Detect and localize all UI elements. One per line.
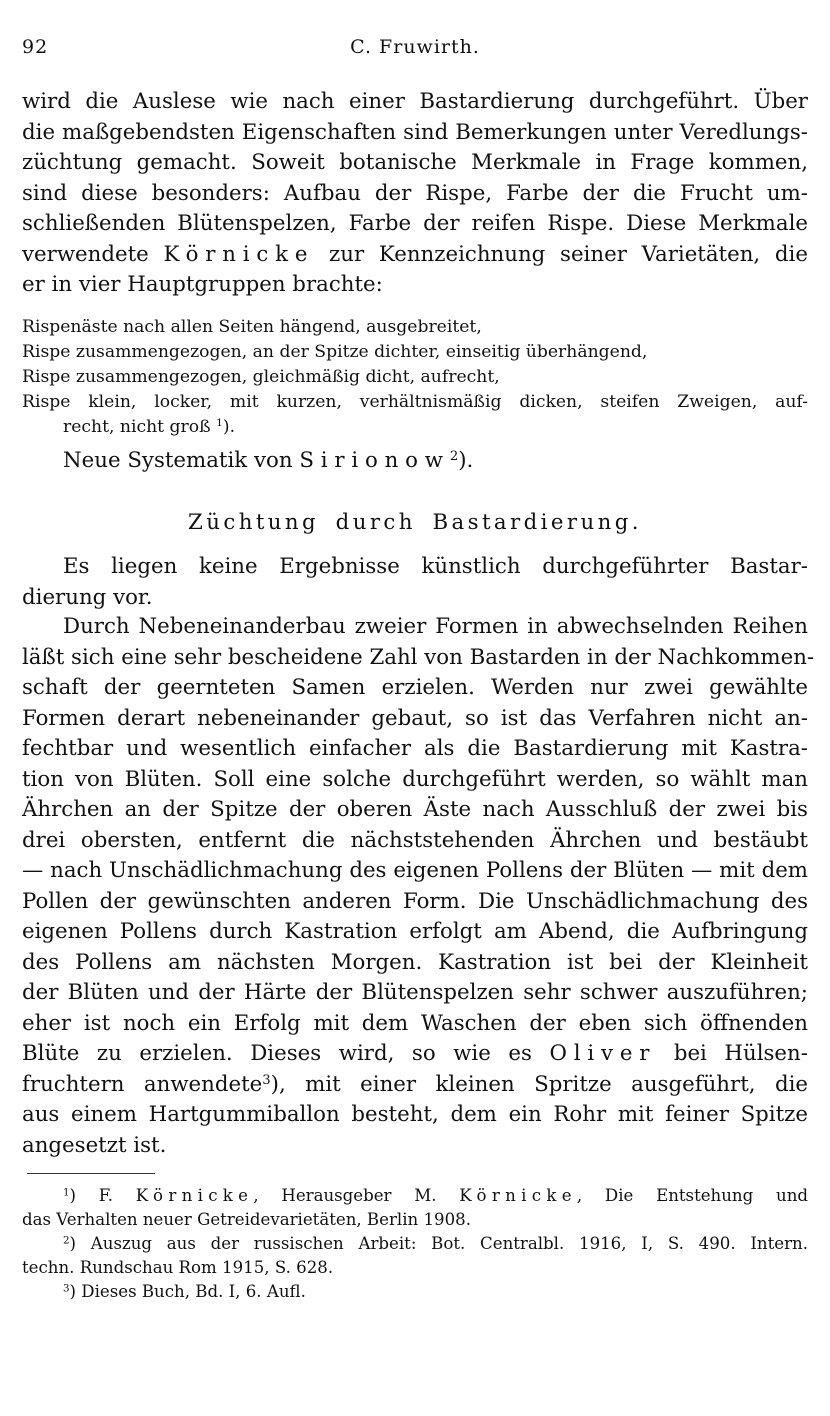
text-line: läßt sich eine sehr bescheidene Zahl von Bastarden in der Nachkommen- [22,644,815,670]
list-item: Rispe zusammengezogen, gleichmäßig dicht, aufrecht, [22,367,500,387]
footnote-mark: 3 [63,1282,70,1295]
page-header [22,36,808,66]
text-line: Formen derart nebeneinander gebaut, so ist das Verfahren nicht an- [22,705,808,731]
text-line: der Blüten und der Härte der Blütenspelzen sehr schwer auszuführen; [22,980,808,1005]
text-run: ) F. [69,1186,113,1205]
running-title: C. Fruwirth. [350,36,480,58]
text-line: fechtbar und wesentlich einfacher als die Bastardierung mit Kastra- [22,736,808,761]
author-name: Körnicke [459,1186,577,1205]
text-run: bei Hülsen- [673,1041,808,1066]
text-line: Ährchen an der Spitze der oberen Äste nach Ausschluß der zwei bis [22,797,808,822]
text-line: aus einem Hartgummiballon besteht, dem ein Rohr mit feiner Spitze [22,1102,808,1127]
author-name-oliver: Oliver [549,1041,657,1066]
text-line [22,240,808,271]
footnote-ref-1: 1 [216,416,223,430]
text-run: Neue Systematik von [63,448,293,473]
text-run: recht, nicht groß [63,417,211,437]
text-line: angesetzt ist. [22,1132,167,1158]
text-line: schließenden Blütenspelzen, Farbe der reifen Rispe. Diese Merkmale [22,211,808,236]
text-line [22,1070,808,1101]
footnote-ref-2: 2 [449,448,459,464]
page-number: 92 [22,36,49,58]
author-name: Körnicke [135,1186,254,1205]
text-line: drei obersten, entfernt die nächststehenden Ährchen und bestäubt [22,827,808,853]
author-name-sirionow: Sirionow [299,448,450,473]
list-item: Rispe klein, locker, mit kurzen, verhältnismäßig dicken, steifen Zweigen, auf- [22,392,808,412]
text-line: Es liegen keine Ergebnisse künstlich durchgeführter Bastar- [63,554,808,579]
text-line: eigenen Pollens durch Kastration erfolgt am Abend, die Aufbringung [22,919,808,944]
paragraph-2 [22,446,808,477]
footnote-mark: 2 [63,1234,70,1247]
paragraph-4 [22,612,815,1161]
text-line: sind diese besonders: Aufbau der Rispe, Farbe der die Frucht um- [22,180,808,206]
text-line: dierung vor. [22,584,153,610]
paragraph-3 [22,552,808,613]
footnotes [22,1184,808,1304]
text-line [22,1039,808,1070]
text-line [22,446,808,477]
text-line: züchtung gemacht. Soweit botanische Merkmale in Frage kommen, [22,150,808,175]
text-run: ) Auszug aus der russischen Arbeit: Bot. Centralbl. 1916, I, S. 490. Intern. [69,1234,808,1253]
text-run: ), mit einer kleinen Spritze ausgeführt, die [270,1071,808,1097]
text-line: er in vier Hauptgruppen brachte: [22,272,383,297]
variety-group-list [22,315,808,440]
list-item: Rispe zusammengezogen, an der Spitze dichter, einseitig überhängend, [22,342,648,362]
footnote-2-cont: techn. Rundschau Rom 1915, S. 628. [22,1258,334,1277]
text-line: eher ist noch ein Erfolg mit dem Waschen der eben sich öffnenden [22,1010,808,1036]
text-run: Blüte zu erzielen. Dieses wird, so wie es [22,1041,532,1066]
footnote-ref-3: 3 [262,1072,271,1088]
text-line: schaft der geernteten Samen erzielen. Werden nur zwei gewählte [22,675,808,700]
text-run: ). [222,417,236,437]
text-run: ) Dieses Buch, Bd. I, 6. Aufl. [69,1282,306,1301]
footnote-1-cont: das Verhalten neuer Getreidevarietäten, Berlin 1908. [22,1210,471,1229]
text-run: zur Kennzeichnung seiner Varietäten, die [329,241,808,267]
footnote-separator [27,1173,155,1174]
paragraph-1 [22,87,808,301]
footnote-1 [22,1184,808,1208]
text-run: verwendete [22,241,149,267]
text-line: — nach Unschädlichmachung des eigenen Pollens der Blüten — mit dem [22,858,808,883]
text-line: Durch Nebeneinanderbau zweier Formen in abwechselnden Reihen [63,614,808,639]
text-line: wird die Auslese wie nach einer Bastardierung durchgeführt. Über [22,89,808,114]
text-line: des Pollens am nächsten Morgen. Kastration ist bei der Kleinheit [22,949,808,975]
text-line: tion von Blüten. Soll eine solche durchgeführt werden, so wählt man [22,766,808,792]
list-item-continuation [22,415,808,440]
text-line: Pollen der gewünschten anderen Form. Die Unschädlichmachung des [22,888,808,914]
section-heading: Züchtung durch Bastardierung. [188,510,642,535]
text-run: fruchtern anwendete [22,1071,263,1097]
footnote-2 [22,1232,808,1256]
text-run: , Herausgeber M. [253,1186,437,1205]
text-run: , Die Entstehung und [576,1186,808,1205]
footnote-3 [22,1280,808,1304]
text-line: die maßgebendsten Eigenschaften sind Bemerkungen unter Veredlungs- [22,119,808,145]
footnote-mark: 1 [63,1186,70,1199]
text-run: ). [458,448,474,473]
list-item: Rispenäste nach allen Seiten hängend, ausgebreitet, [22,317,482,337]
author-name-koernicke: Körnicke [163,241,315,267]
